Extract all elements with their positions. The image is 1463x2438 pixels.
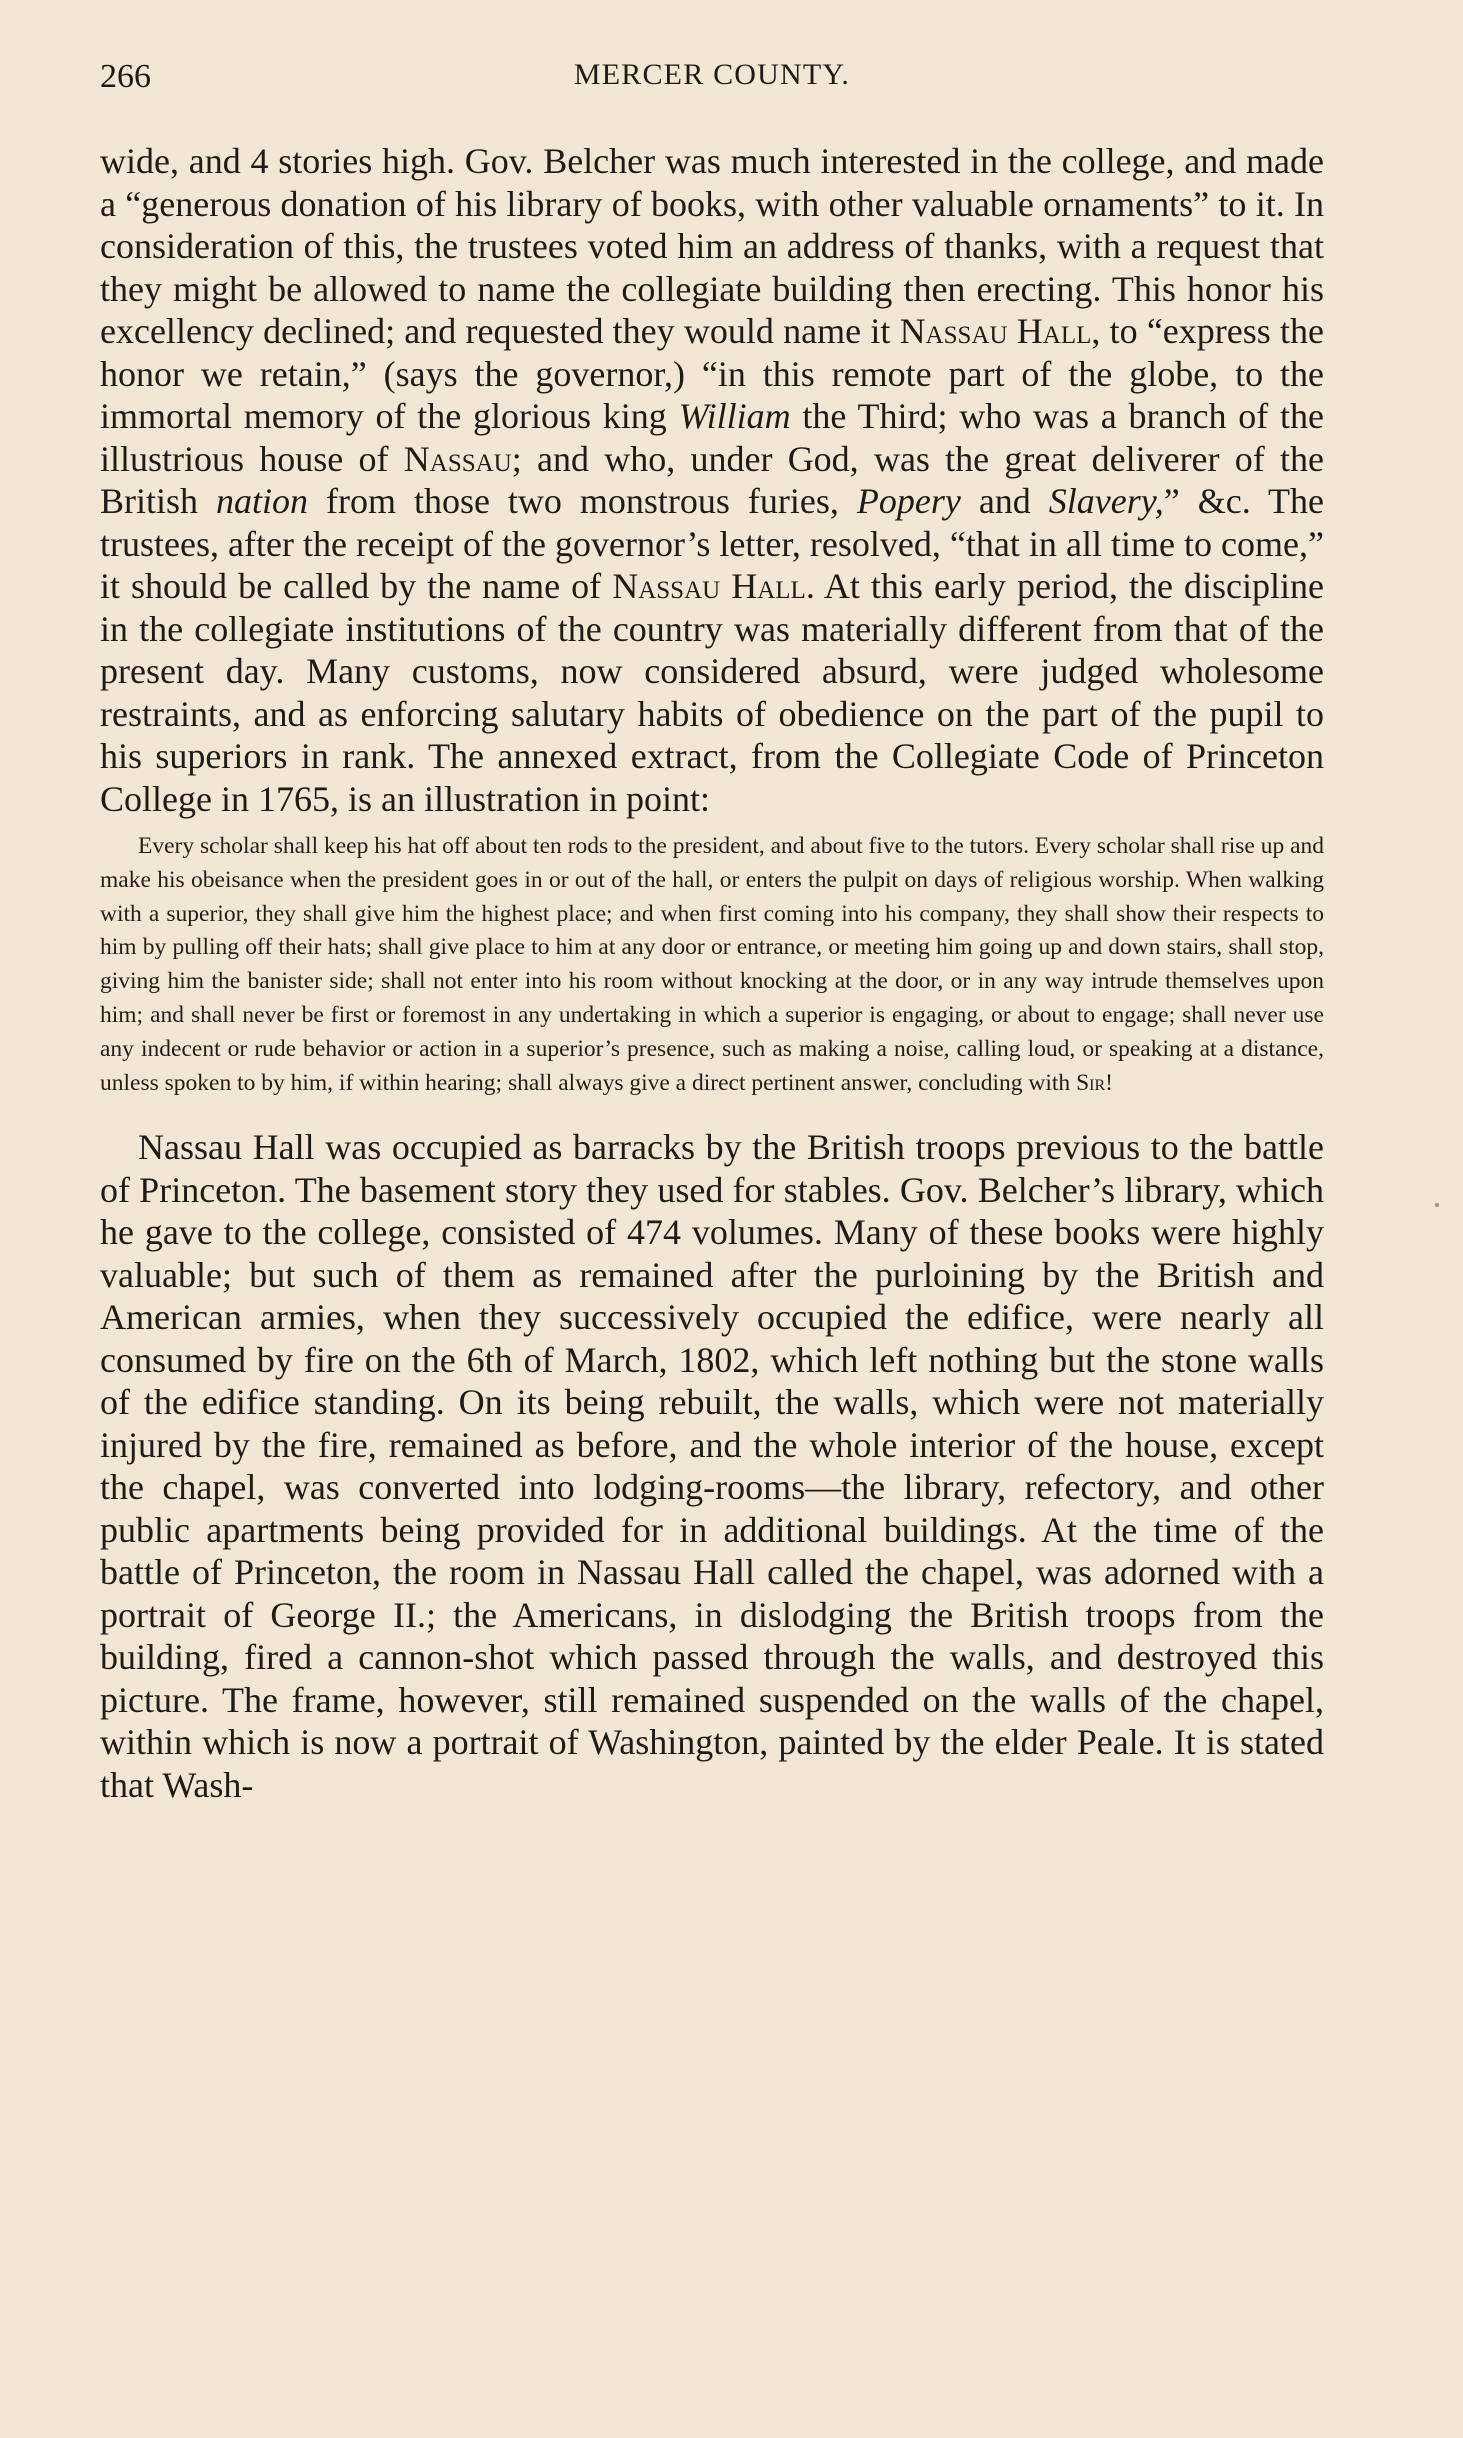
paragraph-barracks-history: Nassau Hall was occupied as barracks by the British troops previous to the battle of Princeton. The basement story they used for stables. Gov. Belcher’s library, which he gave to the college, consisted of 474 volumes. Many of these books were highly valuable; but such of them as remained after the purloining by the British and American armies, when they successively occupied the edifice, were nearly all consumed by fire on the 6th of March, 1802, which left nothing but the stone walls of the edifice standing. On its being rebuilt, the walls, which were not materially injured by the fire, remained as before, and the whole interior of the house, except the chapel, was converted into lodging-rooms—the library, refectory, and other public apartments being provided for in additional buildings. At the time of the battle of Princeton, the room in Nassau Hall called the chapel, was adorned with a portrait of George II.; the Americans, in dislodging the British troops from the building, fired a cannon-shot which passed through the walls, and destroyed this picture. The frame, however, still remained suspended on the walls of the chapel, within which is now a portrait of Washington, painted by the elder Peale. It is stated that Wash-: [100, 1127, 1324, 1805]
running-head: [100, 58, 1324, 114]
text-run: from those two monstrous furies,: [308, 481, 857, 521]
italic-run: Slavery,: [1048, 481, 1164, 521]
italic-run: William: [678, 396, 791, 436]
text-run: . At this early period, the discipline in the collegiate institutions of the country was materially different from that of the present day. Many customs, now considered absurd, were judged wholesome restraints, and as enforcing salutary habits of obedience on the part of the pupil to his superiors in rank. The annexed extract, from the Collegiate Code of Princeton College in 1765, is an illustration in point:: [100, 566, 1324, 819]
small-caps-run: Nassau: [403, 438, 512, 479]
quoted-college-code: [100, 830, 1324, 1100]
running-title: MERCER COUNTY.: [573, 58, 851, 91]
small-caps-run: Nassau Hall: [612, 566, 806, 606]
text-run: ” &c. The trustees, after the receipt of the governor’s letter, resolved, “that in all time to come,” it should be called by the name of: [100, 481, 1325, 606]
paragraph-nassau-hall-naming: [100, 140, 1324, 820]
page-number: 266: [100, 58, 151, 95]
paper-speck: [1435, 1203, 1439, 1207]
text-run: and: [960, 481, 1049, 521]
italic-run: Popery: [856, 481, 961, 521]
small-caps-run: Sir: [1076, 1069, 1106, 1096]
text-run: !: [1105, 1069, 1113, 1096]
text-run: ; and who, under God, was the great deliverer of the British: [100, 438, 1325, 521]
italic-run: nation: [216, 481, 309, 521]
text-run: , to “express the honor we retain,” (says the governor,) “in this remote part of the globe, to the immortal memory of the glorious king: [100, 311, 1324, 436]
book-page: [100, 58, 1324, 1806]
small-caps-run: Nassau Hall: [899, 311, 1092, 351]
text-run: wide, and 4 stories high. Gov. Belcher was much interested in the college, and made a “generous donation of his library of books, with other valuable ornaments” to it. In consideration of this, the trustees voted him an address of thanks, with a request that they might be allowed to name the collegiate building then erecting. This honor his excellency declined; and requested they would name it: [100, 141, 1324, 351]
text-run: the Third; who was a branch of the illustrious house of: [100, 396, 1324, 479]
text-run: Every scholar shall keep his hat off about ten rods to the president, and about five to the tutors. Every scholar shall rise up and make his obeisance when the president goes in or out of the hall, or enters the pulpit on days of religious worship. When walking with a superior, they shall give him the highest place; and when first coming into his company, they shall show their respects to him by pulling off their hats; shall give place to him at any door or entrance, or meeting him going up and down stairs, shall stop, giving him the banister side; shall not enter into his room without knocking at the door, or in any way intrude themselves upon him; and shall never be first or foremost in any undertaking in which a superior is engaging, or about to engage; shall never use any indecent or rude behavior or action in a superior’s presence, such as making a noise, calling loud, or speaking at a distance, unless spoken to by him, if within hearing; shall always give a direct pertinent answer, concluding with: [100, 833, 1325, 1096]
